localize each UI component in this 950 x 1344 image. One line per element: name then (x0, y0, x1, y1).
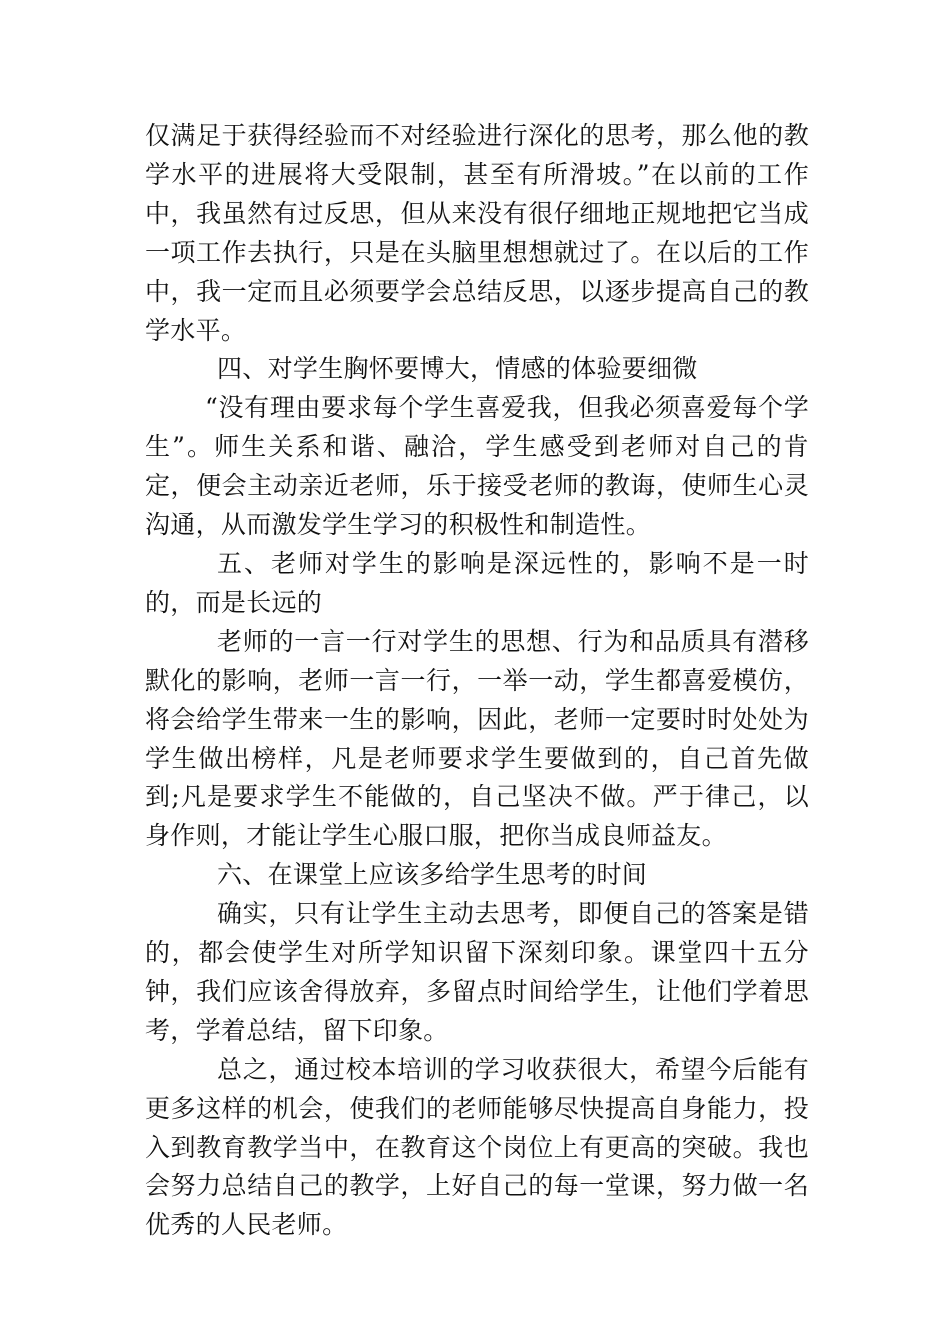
paragraph-conclusion: 总之，通过校本培训的学习收获很大，希望今后能有更多这样的机会，使我们的老师能够尽快提高自身能力，投入到教育教学当中，在教育这个岗位上有更高的突破。我也会努力总结自己的教学，上好自己的每一堂课，努力做一名优秀的人民老师。 (145, 1054, 809, 1240)
section-heading-5: 五、老师对学生的影响是深远性的，影响不是一时的，而是长远的 (145, 548, 809, 617)
section-heading-6: 六、在课堂上应该多给学生思考的时间 (217, 860, 648, 890)
document-body (145, 117, 809, 1245)
paragraph-section-6: 确实，只有让学生主动去思考，即便自己的答案是错的，都会使学生对所学知识留下深刻印象。课堂四十五分钟，我们应该舍得放弃，多留点时间给学生，让他们学着思考，学着总结，留下印象。 (145, 899, 809, 1045)
section-heading-4: 四、对学生胸怀要博大，情感的体验要细微 (217, 354, 698, 384)
paragraph-section-4: “没有理由要求每个学生喜爱我，但我必须喜爱每个学生”。师生关系和谐、融洽，学生感受到老师对自己的肯定，便会主动亲近老师，乐于接受老师的教诲，使师生心灵沟通，从而激发学生学习的积极性和制造性。 (145, 393, 809, 540)
paragraph-continued: 仅满足于获得经验而不对经验进行深化的思考，那么他的教学水平的进展将大受限制，甚至有所滑坡。”在以前的工作中，我虽然有过反思，但从来没有很仔细地正规地把它当成一项工作去执行，只是在头脑里想想就过了。在以后的工作中，我一定而且必须要学会总结反思，以逐步提高自己的教学水平。 (145, 121, 809, 345)
paragraph-section-5: 老师的一言一行对学生的思想、行为和品质具有潜移默化的影响，老师一言一行，一举一动，学生都喜爱模仿，将会给学生带来一生的影响，因此，老师一定要时时处处为学生做出榜样，凡是老师要求学生要做到的，自己首先做到;凡是要求学生不能做的，自己坚决不做。严于律己，以身作则，才能让学生心服口服，把你当成良师益友。 (145, 626, 809, 851)
